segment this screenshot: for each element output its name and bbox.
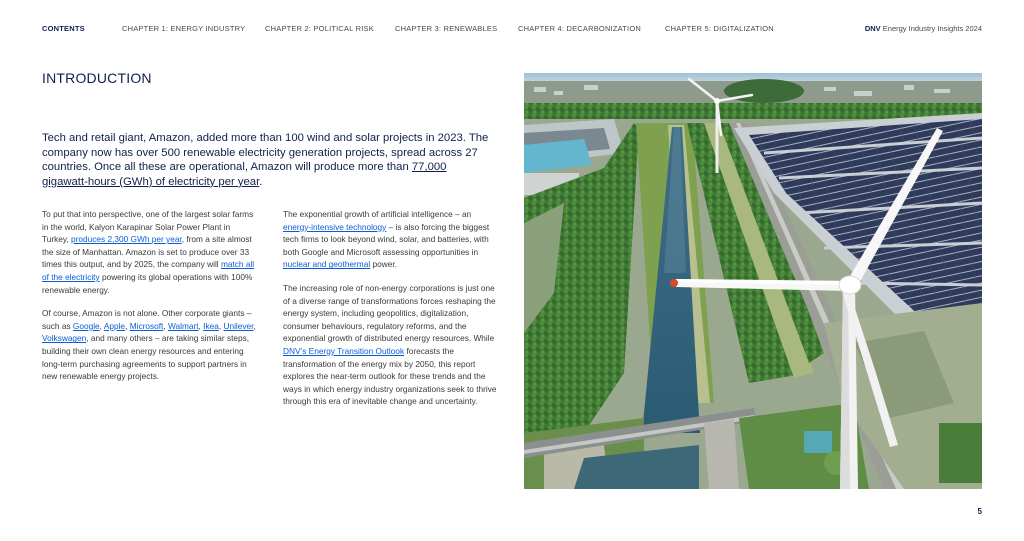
separator: ,: [218, 320, 224, 331]
nav-chapter-2[interactable]: CHAPTER 2: POLITICAL RISK: [265, 24, 374, 33]
text: Of course, Amazon is not alone. Other corporate giants – such as: [42, 308, 252, 331]
link-ikea[interactable]: Ikea: [203, 320, 219, 331]
small-building: [804, 431, 832, 453]
lead-text-end: .: [259, 175, 263, 188]
nav-chapter-4[interactable]: CHAPTER 4: DECARBONIZATION: [518, 24, 641, 33]
aerial-photo-wind-solar: [524, 73, 982, 489]
bottom-right-grass: [939, 423, 982, 483]
link-volkswagen[interactable]: Volkswagen: [42, 333, 87, 344]
link-google[interactable]: Google: [72, 320, 100, 331]
body-column-left: [42, 208, 258, 394]
nav-contents[interactable]: CONTENTS: [42, 24, 85, 33]
text: , and many others – are taking similar steps, building their own clean energy resources and entering long-term purchasing agreements to support partners in new renewable energy projects.: [42, 333, 250, 382]
text: powering its global operations with 100% renewable energy.: [42, 271, 253, 295]
bridge-stair: [704, 419, 739, 489]
link-nuclear-geothermal[interactable]: nuclear and geothermal: [283, 259, 371, 270]
lead-link-gwh[interactable]: 77,000 gigawatt-hours (GWh) of electricity per year: [42, 161, 447, 188]
link-unilever[interactable]: Unilever: [223, 320, 254, 331]
page-number: 5: [977, 507, 982, 516]
nav-chapter-1[interactable]: CHAPTER 1: ENERGY INDUSTRY: [122, 24, 246, 33]
link-walmart[interactable]: Walmart: [167, 320, 199, 331]
text: forecasts the transformation of the energy mix by 2050, this report explores the near-term outlook for these trends and the ways in which energy industry organizations seek to thrive through this era of inevitable change and uncertainty.: [283, 345, 497, 407]
text: To put that into perspective, one of the largest solar farms in the world, Kalyon Karapinar Solar Power Plant in Turkey,: [42, 209, 254, 245]
paragraph: [283, 282, 499, 408]
paragraph: [42, 307, 258, 383]
top-navigation: [0, 0, 1024, 56]
link-match-electricity[interactable]: match all of the electricity: [42, 259, 255, 282]
photo-illustration: [524, 73, 982, 489]
report-title: Energy Industry Insights 2024: [882, 24, 982, 33]
text: – is also forcing the biggest tech firms to look beyond wind, solar, and batteries, with both Google and Microsoft assessing opportunities in: [283, 221, 490, 257]
hill: [724, 79, 804, 103]
link-apple[interactable]: Apple: [103, 320, 126, 331]
text: The exponential growth of artificial intelligence – an: [283, 209, 472, 219]
separator: ,: [163, 320, 168, 331]
brand-logo: DNV: [864, 24, 881, 33]
link-energy-transition-outlook[interactable]: DNV’s Energy Transition Outlook: [283, 345, 405, 356]
lead-text: Tech and retail giant, Amazon, added more than 100 wind and solar projects in 2023. The company now has over 500 renewable electricity generation projects, spread across 27 countries. Once all these are operational, Amazon will produce more than: [42, 132, 489, 174]
link-microsoft[interactable]: Microsoft: [129, 320, 164, 331]
nav-chapter-5[interactable]: CHAPTER 5: DIGITALIZATION: [665, 24, 774, 33]
report-brand: [865, 24, 982, 33]
separator: ,: [125, 320, 130, 331]
tree-line: [524, 103, 982, 119]
nav-chapter-3[interactable]: CHAPTER 3: RENEWABLES: [395, 24, 498, 33]
text: power.: [370, 259, 397, 270]
body-column-right: [283, 208, 499, 419]
text: , from a site almost the size of Manhattan. Amazon is set to produce over 33 times this output, and by 2025, the company will: [42, 234, 252, 270]
text: The increasing role of non-energy corporations is just one of a diverse range of transformations forces reshaping the energy system, including geopolitics, digitalization, consumer behaviours, regulatory reforms, and the exponential growth of distributed energy resources. While: [283, 282, 496, 344]
separator: ,: [253, 320, 256, 331]
paragraph: [283, 208, 499, 271]
paragraph: [42, 208, 258, 296]
link-energy-intensive[interactable]: energy-intensive technology: [283, 221, 387, 232]
lead-paragraph: [42, 131, 492, 189]
separator: ,: [198, 320, 204, 331]
separator: ,: [99, 320, 104, 331]
link-produces-gwh[interactable]: produces 2,300 GWh per year: [71, 234, 182, 245]
page-title: INTRODUCTION: [42, 70, 152, 86]
